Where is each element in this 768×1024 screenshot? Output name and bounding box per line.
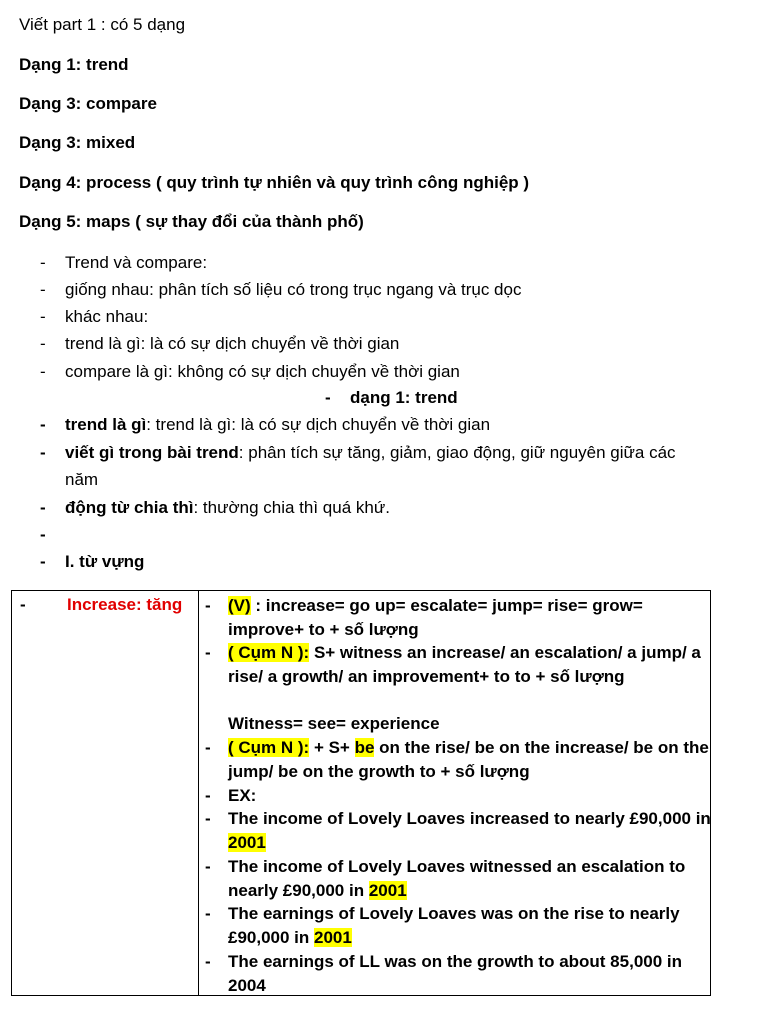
term-label: Increase: tăng (67, 595, 183, 614)
type-4-heading: Dạng 4: process ( quy trình tự nhiên và quy trình công nghiệp ) (19, 173, 530, 192)
vocabulary-table (11, 590, 711, 996)
document-page: Viết part 1 : có 5 dạng Dạng 1: trend Dạng 3: compare Dạng 3: mixed Dạng 4: process ( quy trình tự nhiên và quy trình công nghiệp ) Dạng 5: maps ( sự thay đổi của thành phố) - Trend và compare: - giống nhau: phân tích số liệu có trong trục ngang và trục dọc - khác nhau: - trend là gì: là có sự dịch chuyển về thời gian - compare là gì: không có sự dịch chuyển về thời gian - dạng 1: trend - trend là gì: trend là gì: là có sự dịch chuyển về thời gian - viết gì trong bài trend: phân tích sự tăng, giảm, giao động, giữ nguyên giữa các năm - động từ chia thì: thường chia thì quá khứ. - - I. từ vựng - Increase: tăng - (V) : increase= go up= escalate= jump= rise= grow= improve+ to + số lượng - ( Cụm N ): S+ witness an increase/ an escalation/ a jump/ a rise/ a growth/ an improvement+ to to + số lượng Witness= see= experience - ( Cụm N ): + S+ be on the rise/ be on the increase/ be on the jump/ be on the growth to + số lượng - EX: - The income of Lovely Loaves increased to nearly £90,000 in 2001 - The income of Lovely Loaves witnessed an escalation to nearly £90,000 in 2001 - The earnings of Lovely Loaves was on the rise to nearly £90,000 in 2001 - The earnings of LL was on the growth to about 85,000 in 2004 (0, 0, 768, 1024)
type-3-compare-heading: Dạng 3: compare (19, 94, 157, 113)
definition-cell: - (V) : increase= go up= escalate= jump= rise= grow= improve+ to + số lượng - ( Cụm N ): S+ witness an increase/ an escalation/ a jump/ a rise/ a growth/ an improvement+ to to + số lượng Witness= see= experience - ( Cụm N ): + S+ be on the rise/ be on the increase/ be on the jump/ be on the growth to + số lượng - EX: - The income of Lovely Loaves increased to nearly £90,000 in 2001 - The income of Lovely Loaves witnessed an escalation to nearly £90,000 in 2001 - The earnings of Lovely Loaves was on the rise to nearly £90,000 in 2001 - The earnings of LL was on the growth to about 85,000 in 2004 (199, 591, 711, 996)
section-subheading: - dạng 1: trend (325, 388, 458, 407)
type-5-heading: Dạng 5: maps ( sự thay đổi của thành phố) (19, 212, 364, 231)
term-cell: - Increase: tăng (12, 591, 199, 996)
type-3-mixed-heading: Dạng 3: mixed (19, 133, 136, 152)
intro-line: Viết part 1 : có 5 dạng (19, 15, 186, 34)
type-1-heading: Dạng 1: trend (19, 55, 129, 74)
